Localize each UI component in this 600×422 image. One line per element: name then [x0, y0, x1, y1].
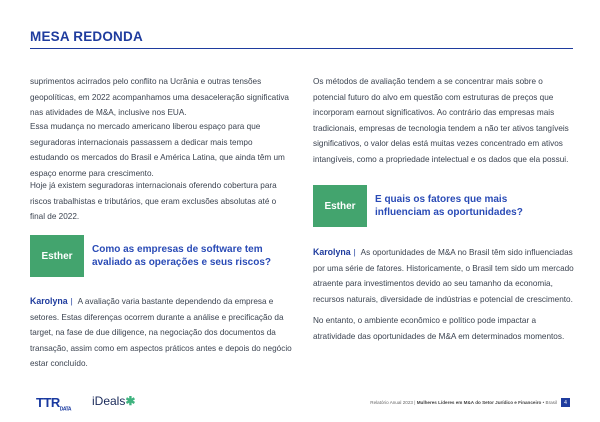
left-paragraph-2: Essa mudança no mercado americano liberou espaço para que seguradoras internacionais passassem a dedicar mais tempo estudando os mercados do Brasil e América Latina, que ainda têm um espaço enorme para crescimento. — [30, 122, 285, 178]
left-answer: Karolyna | A avaliação varia bastante dependendo da empresa e setores. Estas diferenças ocorrem durante a análise e precificação da target, na fase de due diligence, na negociação dos documentos da transação, assim como em aspectos práticos antes e depois do negócio estar concluído. — [30, 296, 292, 369]
section-title: MESA REDONDA — [30, 29, 143, 44]
header-divider — [30, 48, 573, 49]
left-answer-text: A avaliação varia bastante dependendo da empresa e setores. Estas diferenças ocorrem durante a análise e precificação da target, na fase de due diligence, na negociação dos documentos da transação, assim como em aspectos práticos antes e depois do negócio estar concluído. — [30, 297, 292, 369]
left-paragraph-1: suprimentos acirrados pelo conflito na Ucrânia e outras tensões geopolíticas, em 2022 acompanhamos uma desaceleração significativa nas atividades de M&A, inclusive nos EUA. — [30, 77, 289, 118]
right-answer-text: As oportunidades de M&A no Brasil têm sido influenciadas por uma série de fatores. Historicamente, o Brasil tem sido um mercado atraente para investimentos devido ao seu tamanho da economia, recursos naturais, diversidade de indústrias e potencial de crescimento. — [313, 248, 574, 304]
right-question-block — [313, 185, 583, 227]
right-question-speaker: Esther — [313, 185, 367, 227]
right-answer-speaker: Karolyna — [313, 247, 351, 257]
ideals-logo: iDeals✱ — [92, 394, 136, 408]
left-question-speaker: Esther — [30, 235, 84, 277]
right-question-text: E quais os fatores que mais influenciam as oportunidades? — [375, 194, 523, 218]
page-number: 4 — [561, 398, 570, 407]
right-paragraph-1: Os métodos de avaliação tendem a se concentrar mais sobre o potencial futuro do alvo em questão com estruturas de preços que incorporam earnout significativos. Ao contrário das empresas mais tradicionais, empresas de tecnologia tendem a não ter ativos tangíveis significativos, o valor delas está muitas vezes concentrado em ativos intangíveis, como a propriedade intelectual e os dados que ela possui. — [313, 77, 569, 164]
left-question-text: Como as empresas de software tem avaliado as operações e seus riscos? — [92, 244, 271, 268]
footer — [0, 384, 600, 422]
ttr-logo: $TTR_{DATA}$ — [36, 395, 71, 413]
left-question-block — [30, 235, 300, 277]
ideals-mark-icon: ✱ — [125, 394, 136, 408]
left-paragraph-3: Hoje já existem seguradoras internacionais oferendo cobertura para riscos trabalhistas e tributários, que eram exclusões absolutas até o final de 2022. — [30, 181, 277, 222]
footer-report-title: Relatório Anual 2023 | Mulheres Líderes em M&A do Setor Jurídico e Financeiro • Brasil 4 — [370, 398, 570, 407]
right-paragraph-2: No entanto, o ambiente econômico e político pode impactar a atratividade das oportunidades de M&A em determinados momentos. — [313, 316, 565, 341]
right-answer: Karolyna | As oportunidades de M&A no Brasil têm sido influenciadas por uma série de fatores. Historicamente, o Brasil tem sido um mercado atraente para investimentos devido ao seu tamanho da economia, recursos naturais, diversidade de indústrias e potencial de crescimento. — [313, 247, 574, 304]
left-answer-speaker: Karolyna — [30, 296, 68, 306]
